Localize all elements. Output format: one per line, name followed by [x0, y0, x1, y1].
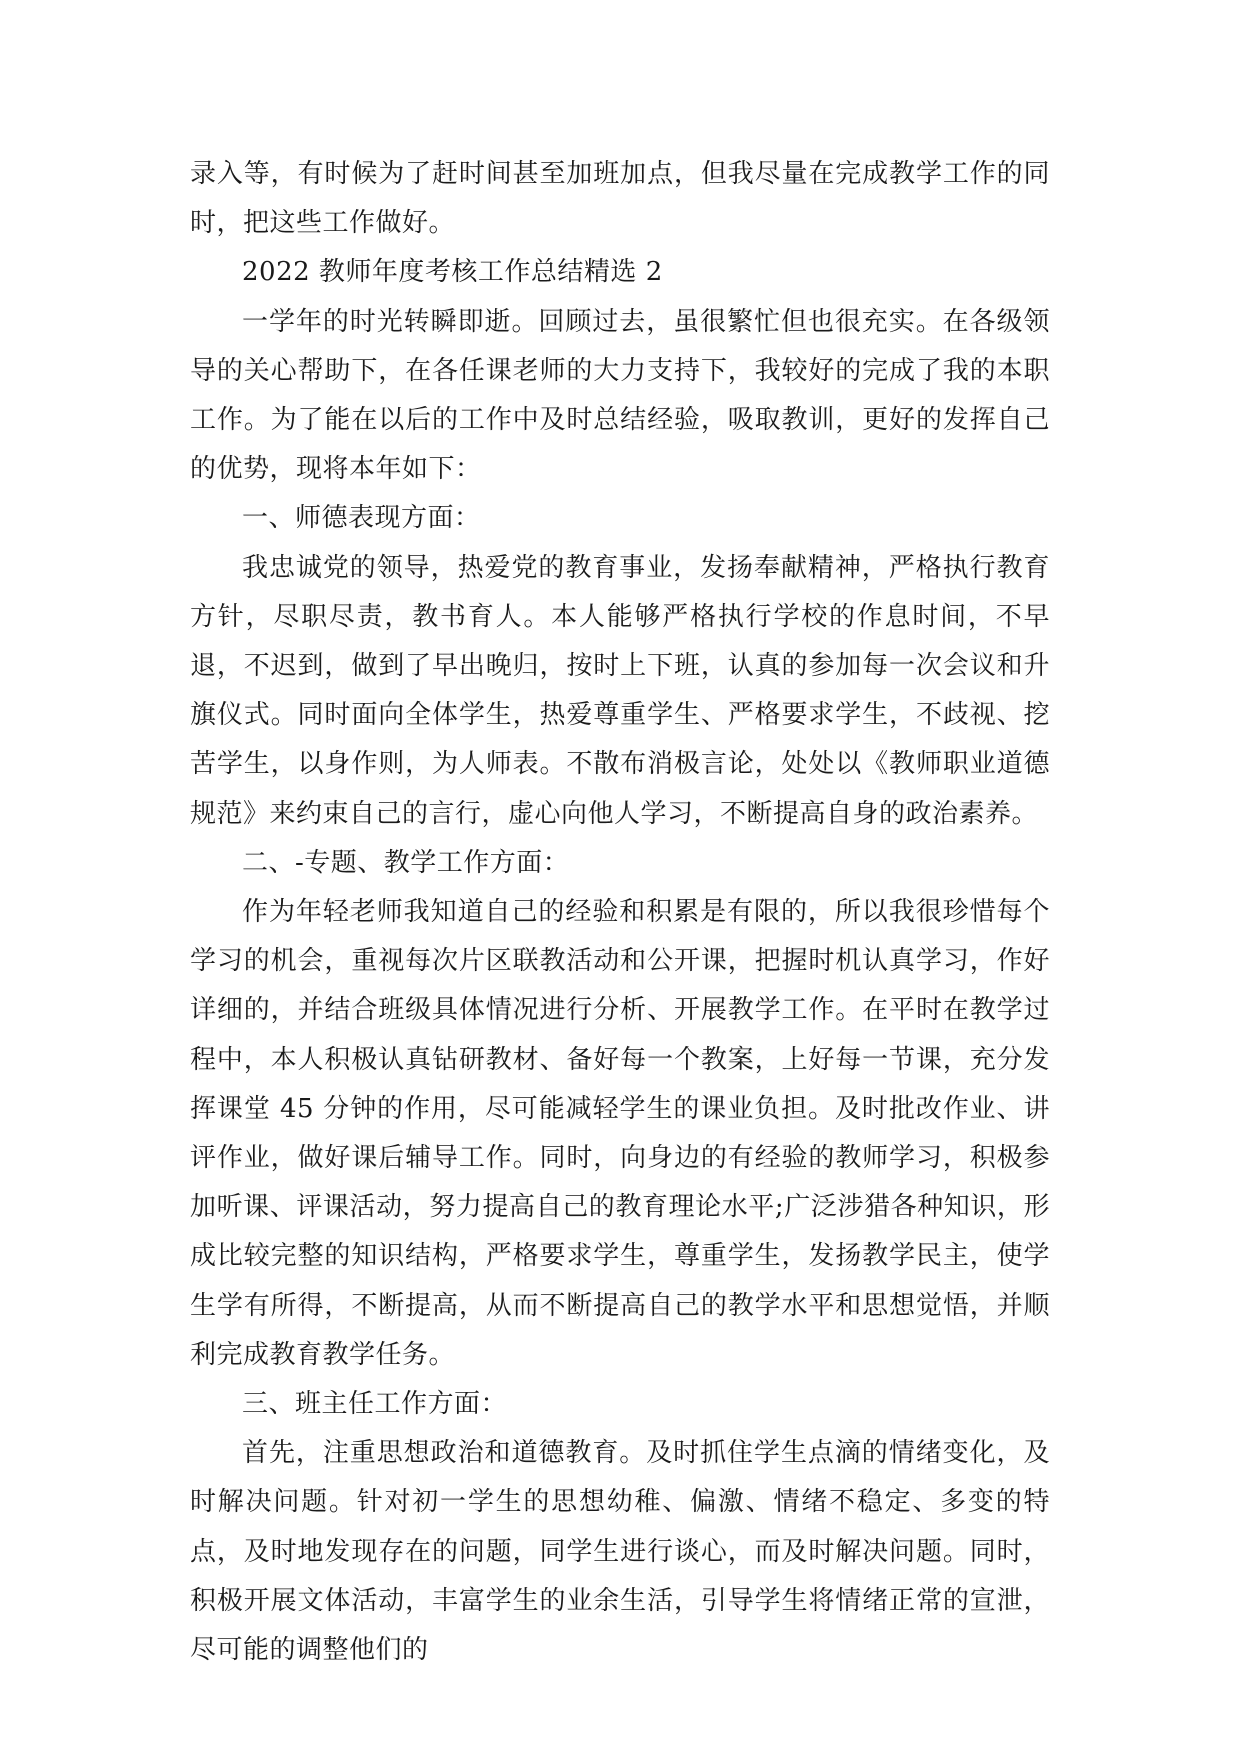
section-heading-teaching: 二、-专题、教学工作方面：	[242, 847, 570, 878]
section-heading-ethics: 一、师德表现方面：	[242, 503, 481, 534]
paragraph-ethics: 我忠诚党的领导，热爱党的教育事业，发扬奉献精神，严格执行教育方针，尽职尽责，教书育人。本人能够严格执行学校的作息时间，不早退，不迟到，做到了早出晚归，按时上下班，认真的参加每一次会议和升旗仪式。同时面向全体学生，热爱尊重学生、严格要求学生，不歧视、挖苦学生，以身作则，为人师表。不散布消极言论，处处以《教师职业道德规范》来约束自己的言行，虚心向他人学习，不断提高自身的政治素养。	[190, 552, 1050, 829]
paragraph-continuation: 录入等，有时候为了赶时间甚至加班加点，但我尽量在完成教学工作的同时，把这些工作做好。	[190, 159, 1050, 239]
paragraph-class-teacher: 首先，注重思想政治和道德教育。及时抓住学生点滴的情绪变化，及时解决问题。针对初一学生的思想幼稚、偏激、情绪不稳定、多变的特点，及时地发现存在的问题，同学生进行谈心，而及时解决问题。同时，积极开展文体活动，丰富学生的业余生活，引导学生将情绪正常的宣泄，尽可能的调整他们的	[190, 1438, 1050, 1666]
paragraph-teaching: 作为年轻老师我知道自己的经验和积累是有限的，所以我很珍惜每个学习的机会，重视每次片区联教活动和公开课，把握时机认真学习，作好详细的，并结合班级具体情况进行分析、开展教学工作。在平时在教学过程中，本人积极认真钻研教材、备好每一个教案，上好每一节课，充分发挥课堂 45 分钟的作用，尽可能减轻学生的课业负担。及时批改作业、讲评作业，做好课后辅导工作。同时，向身边的有经验的教师学习，积极参加听课、评课活动，努力提高自己的教育理论水平;广泛涉猎各种知识，形成比较完整的知识结构，严格要求学生，尊重学生，发扬教学民主，使学生学有所得，不断提高，从而不断提高自己的教学水平和思想觉悟，并顺利完成教育教学任务。	[190, 897, 1050, 1370]
document-body	[190, 150, 1050, 1675]
section-heading-class-teacher: 三、班主任工作方面：	[242, 1389, 508, 1420]
paragraph-intro: 一学年的时光转瞬即逝。回顾过去，虽很繁忙但也很充实。在各级领导的关心帮助下，在各任课老师的大力支持下，我较好的完成了我的本职工作。为了能在以后的工作中及时总结经验，吸取教训，更好的发挥自己的优势，现将本年如下：	[190, 306, 1050, 485]
section-title: 2022 教师年度考核工作总结精选 2	[242, 257, 663, 288]
